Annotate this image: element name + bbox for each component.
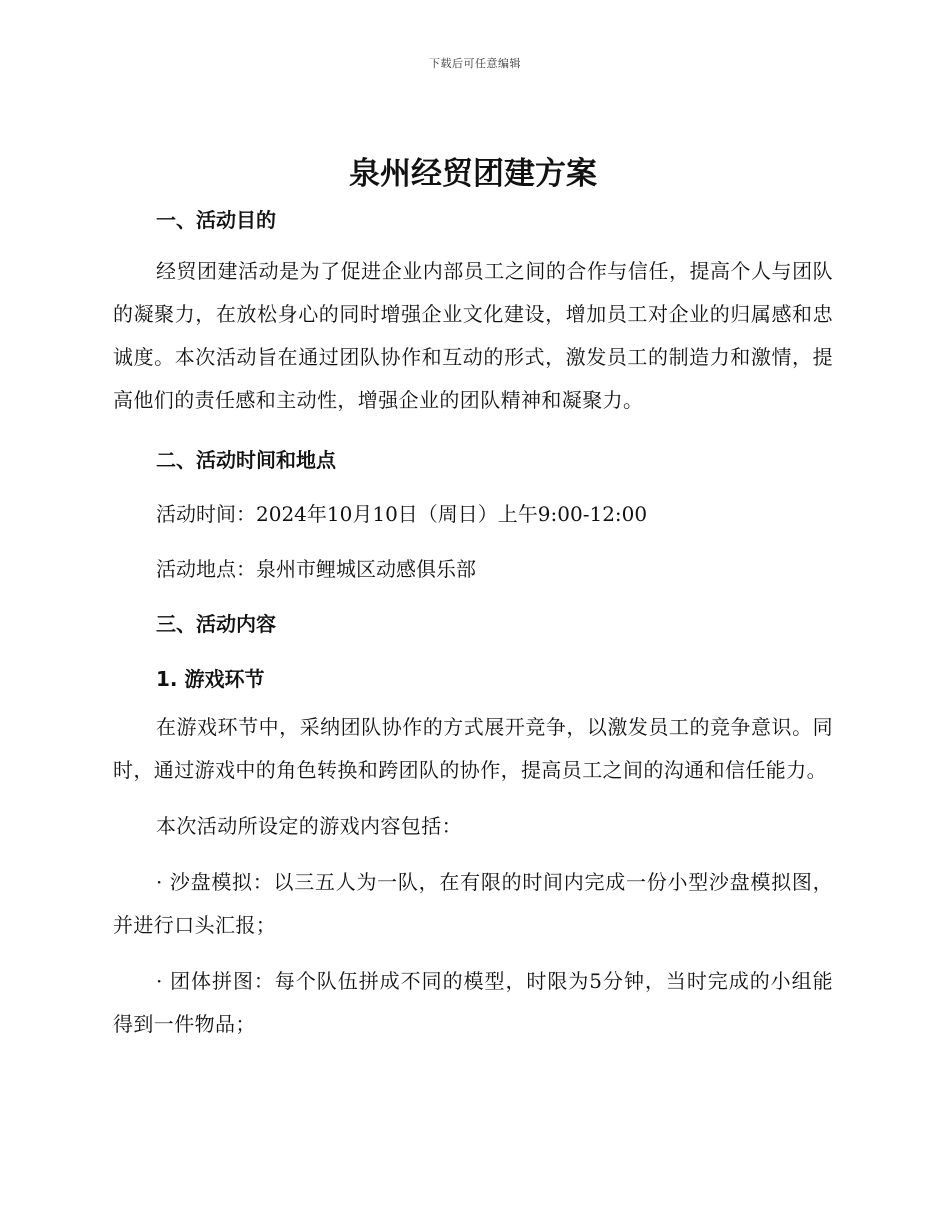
- section-heading-time-place: 二、活动时间和地点: [156, 448, 336, 472]
- document-title: 泉州经贸团建方案: [349, 156, 597, 192]
- games-paragraph: 在游戏环节中，采纳团队协作的方式展开竞争，以激发员工的竞争意识。同时，通过游戏中的角色转换和跨团队的协作，提高员工之间的沟通和信任能力。: [113, 715, 833, 782]
- document-body: [113, 148, 833, 1046]
- activity-time: 活动时间：2024年10月10日（周日）上午9:00-12:00: [156, 502, 648, 526]
- section-heading-purpose: 一、活动目的: [156, 208, 276, 232]
- subheading-games: 1. 游戏环节: [156, 667, 265, 691]
- games-intro: 本次活动所设定的游戏内容包括：: [156, 814, 462, 838]
- header-note: 下载后可任意编辑: [429, 57, 521, 70]
- activity-place: 活动地点：泉州市鲤城区动感俱乐部: [156, 557, 476, 581]
- list-item-puzzle: · 团体拼图：每个队伍拼成不同的模型，时限为5分钟，当时完成的小组能得到一件物品；: [113, 969, 833, 1036]
- section-heading-content: 三、活动内容: [156, 612, 276, 636]
- list-item-sandbox: · 沙盘模拟：以三五人为一队，在有限的时间内完成一份小型沙盘模拟图，并进行口头汇报；: [113, 870, 833, 937]
- purpose-paragraph: 经贸团建活动是为了促进企业内部员工之间的合作与信任，提高个人与团队的凝聚力，在放松身心的同时增强企业文化建设，增加员工对企业的归属感和忠诚度。本次活动旨在通过团队协作和互动的形式，激发员工的制造力和激情，提高他们的责任感和主动性，增强企业的团队精神和凝聚力。: [113, 259, 833, 412]
